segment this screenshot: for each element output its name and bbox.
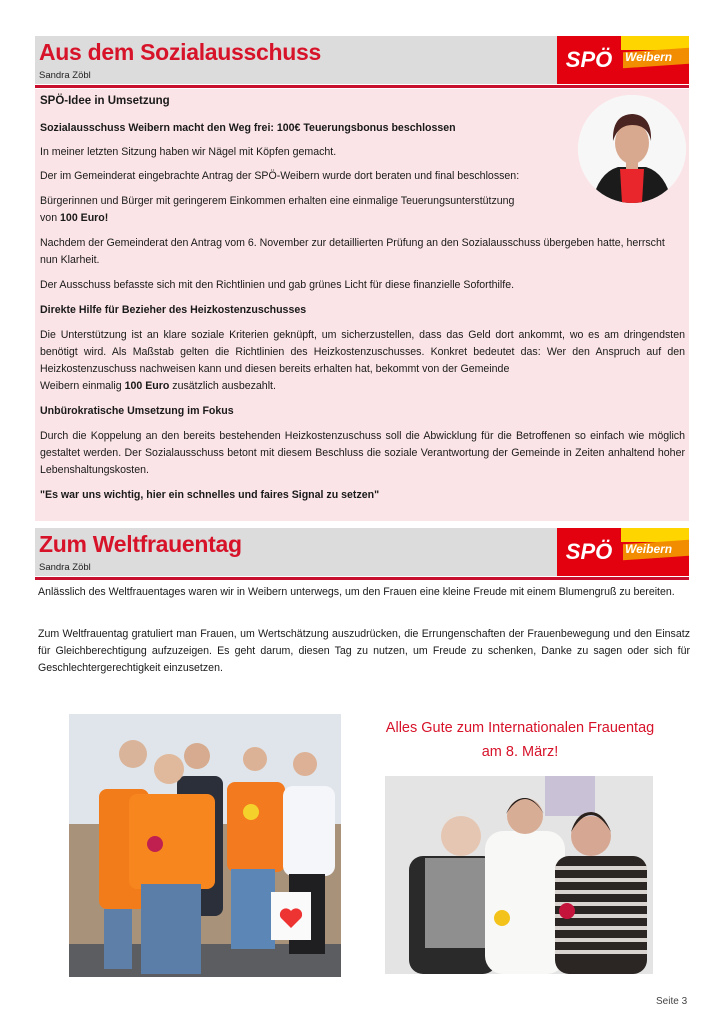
author-portrait (578, 95, 686, 203)
logo-weibern-block (621, 36, 689, 84)
paragraph (40, 193, 570, 227)
section-author: Sandra Zöbl (39, 70, 91, 81)
logo-weibern-text: Weibern (625, 542, 673, 556)
paragraph-text: zusätzlich ausbezahlt. (169, 380, 276, 392)
paragraph: Durch die Koppelung an den bereits bestehenden Heizkostenzuschuss soll die Abwicklung für die Betroffenen so einfach wie möglich gestaltet werden. Der Sozialausschuss betont mit diesem Beschluss die soziale Verantwortung der Gemeinde in Zeiten anhaltend hoher Lebenshaltungskosten. (40, 430, 685, 476)
article-heading-2: Direkte Hilfe für Bezieher des Heizkostenzuschusses (40, 304, 307, 316)
group-photo-volunteers (69, 714, 341, 977)
paragraph: Nachdem der Gemeinderat den Antrag vom 6. November zur detaillierten Prüfung an den Sozialausschuss übergeben hatte, herrscht nun Klarheit. (40, 237, 665, 266)
logo-spo-text: SPÖ (557, 528, 621, 576)
amount-highlight: 100 Euro! (60, 212, 109, 224)
section-title: Aus dem Sozialausschuss (39, 39, 321, 65)
section-author: Sandra Zöbl (39, 562, 91, 573)
paragraph-text: Die Unterstützung ist an klare soziale Kriterien geknüpft, um sicherzustellen, dass das Geld dort ankommt, wo es am dringendsten benötigt wird. Als Maßstab gelten die Richtlinien des Heizkostenzuschusses. Konkret bedeutet das: Wer den Anspruch auf den Heizkostenzuschuss nachweisen kann und diesen bereits erhalten hat, bekommt von der Gemeinde (40, 329, 685, 375)
logo-weibern-block (621, 528, 689, 576)
photo-image-icon (69, 714, 341, 977)
paragraph: Der im Gemeinderat eingebrachte Antrag der SPÖ-Weibern wurde dort beraten und final beschlossen: (40, 170, 520, 182)
section-header-weltfrauentag (35, 528, 689, 576)
paragraph: Der Ausschuss befasste sich mit den Richtlinien und gab grünes Licht für diese finanzielle Soforthilfe. (40, 279, 515, 291)
paragraph (40, 327, 685, 395)
logo-spo-text: SPÖ (557, 36, 621, 84)
spo-weibern-logo (557, 36, 689, 84)
section-title: Zum Weltfrauentag (39, 531, 242, 557)
quote: "Es war uns wichtig, hier ein schnelles und faires Signal zu setzen" (40, 489, 380, 501)
portrait-image-icon (578, 95, 686, 203)
article-panel-sozialausschuss (35, 89, 689, 521)
article-heading: SPÖ-Idee in Umsetzung (40, 95, 170, 107)
greeting-text (350, 716, 690, 764)
paragraph-text: Weibern einmalig (40, 380, 125, 392)
photo-image-icon (385, 776, 653, 974)
article-subheading: Sozialausschuss Weibern macht den Weg frei: 100€ Teuerungsbonus beschlossen (40, 122, 456, 134)
section-divider (35, 85, 689, 88)
paragraph-text: Bürgerinnen und Bürger mit geringerem Einkommen erhalten eine einmalige Teuerungsunterstützung (40, 195, 515, 207)
amount-highlight: 100 Euro (124, 380, 170, 392)
section-divider (35, 577, 689, 580)
article-heading-3: Unbürokratische Umsetzung im Fokus (40, 405, 234, 417)
paragraph: In meiner letzten Sitzung haben wir Nägel mit Köpfen gemacht. (40, 146, 337, 158)
section-header-sozialausschuss (35, 36, 689, 84)
paragraph-text: von (40, 212, 61, 224)
page-number: Seite 3 (656, 996, 688, 1007)
greeting-line-1: Alles Gute zum Internationalen Frauentag (385, 720, 655, 736)
spo-weibern-logo (557, 528, 689, 576)
paragraph: Zum Weltfrauentag gratuliert man Frauen, um Wertschätzung auszudrücken, die Errungenschaften der Frauenbewegung und den Einsatz für Gleichberechtigung aufzuzeigen. Es geht darum, diesen Tag zu nutzen, um Freude zu schenken, Danke zu sagen oder sich für Geschlechtergerechtigkeit einzusetzen. (38, 628, 690, 674)
paragraph: Anlässlich des Weltfrauentages waren wir in Weibern unterwegs, um den Frauen eine kleine Freude mit einem Blumengruß zu bereiten. (38, 586, 675, 598)
logo-weibern-text: Weibern (625, 50, 673, 64)
greeting-line-2: am 8. März! (481, 744, 559, 760)
photo-three-women (385, 776, 653, 974)
